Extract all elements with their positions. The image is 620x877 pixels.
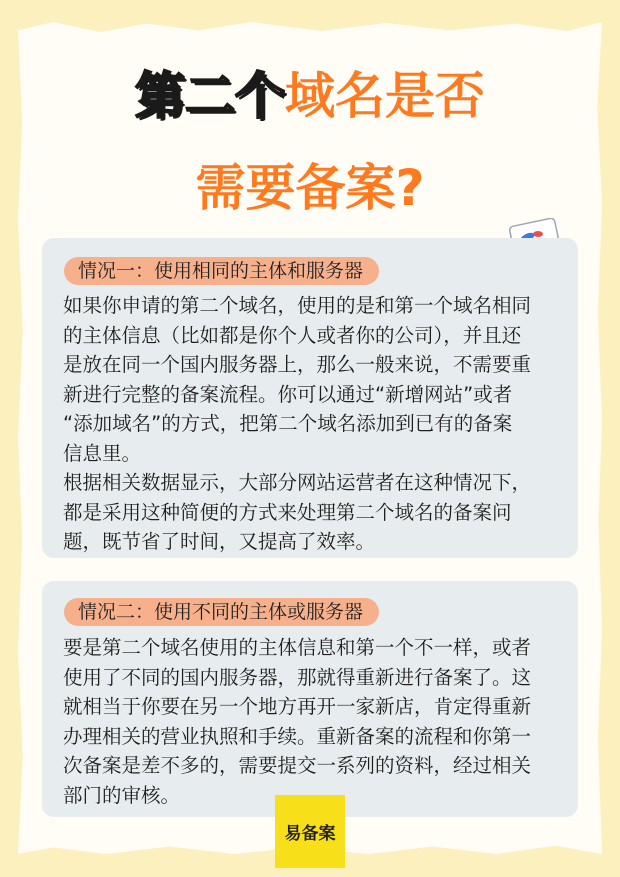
brand-badge: 易备案	[275, 795, 345, 868]
section-heading-1: 情况一：使用相同的主体和服务器	[64, 257, 379, 285]
title-highlight: 第二个	[135, 67, 285, 125]
page-title-line2: 需要备案?	[195, 159, 425, 217]
section-heading-2: 情况二：使用不同的主体或服务器	[64, 598, 379, 626]
title-rest: 域名是否	[285, 67, 485, 125]
page-title-line1	[0, 66, 620, 126]
section-body-1: 如果你申请的第二个域名，使用的是和第一个域名相同 的主体信息（比如都是你个人或者你的公司），并且还 是放在同一个国内服务器上，那么一般来说，不需要重 新进行完整的备案流程。你可以通过“新增网站”或者 “添加域名”的方式，把第二个域名添加到已有的备案 信息里。 根据相关数据显示，大部分网站运营者在这种情况下， 都是采用这种简便的方式来处理第二个域名的备案问 题，既节省了时间，又提高了效率。	[63, 294, 532, 553]
section-body-2: 要是第二个域名使用的主体信息和第一个不一样，或者 使用了不同的国内服务器，那就得重新进行备案了。这 就相当于你要在另一个地方再开一家新店，肯定得重新 办理相关的营业执照和手续。重新备案的流程和你第一 次备案是差不多的，需要提交一系列的资料，经过相关 部门的审核。	[63, 636, 532, 807]
